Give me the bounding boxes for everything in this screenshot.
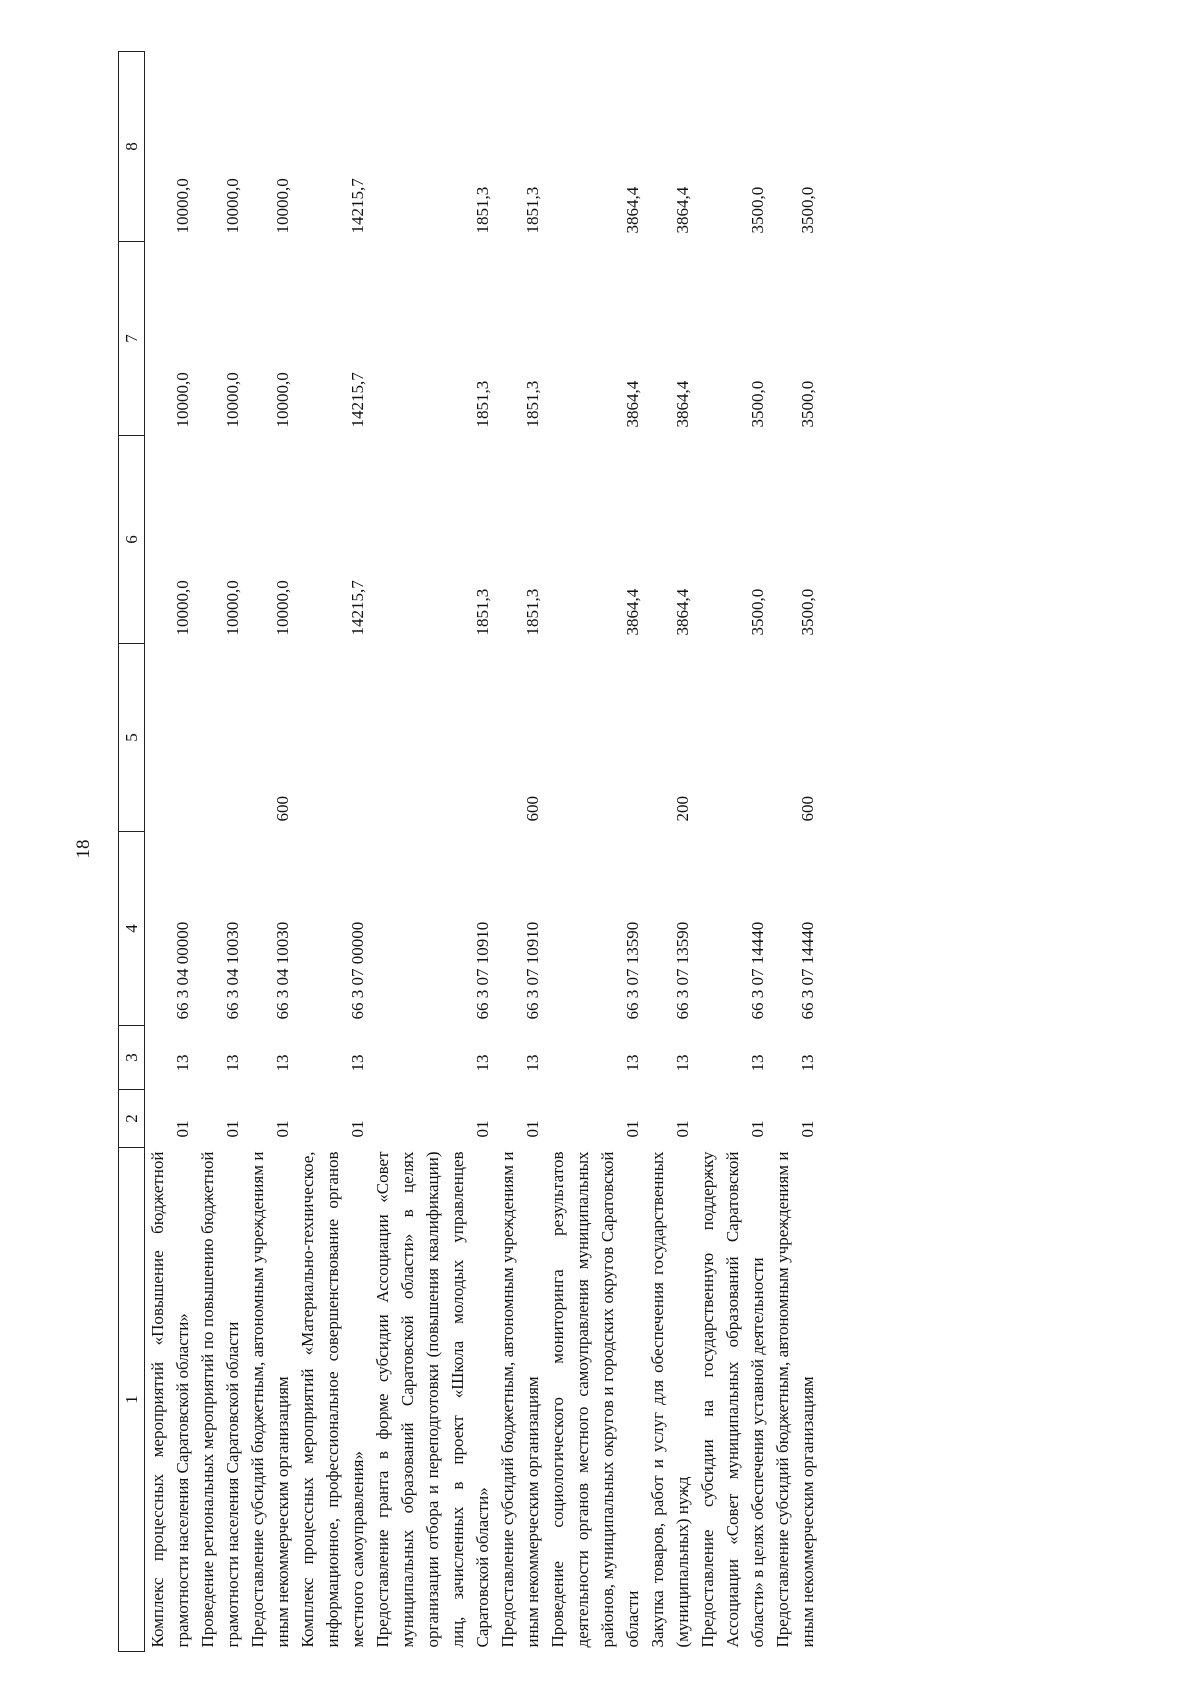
cell-section: 01 [523,1120,542,1138]
cell-section: 01 [748,1120,767,1138]
cell-expense-type: 600 [523,796,542,822]
cell-section: 01 [473,1120,492,1138]
table-row [645,52,695,1652]
cell-amount-2: 3500,0 [748,380,767,428]
cell-expense-type: 600 [798,796,817,822]
table-row [145,52,196,1652]
cell-expense-type [545,644,645,832]
row-name: Предоставление субсидий бюджетным, автономным учреждениям и иным некоммерческим организациям [773,1151,817,1648]
table-row [370,52,495,1652]
cell-amount-2: 1851,3 [523,380,542,428]
table-row [295,52,370,1652]
row-name: Проведение региональных мероприятий по повышению бюджетной грамотности населения Саратовской области [198,1151,242,1648]
cell-target-article: 66 3 07 10910 [523,921,542,1020]
budget-table [118,51,820,1652]
cell-amount-2: 10000,0 [223,372,242,428]
cell-subsection: 13 [348,1054,367,1072]
cell-section: 01 [623,1120,642,1138]
cell-amount-1: 10000,0 [273,580,292,636]
cell-expense-type: 200 [673,796,692,822]
cell-subsection: 13 [623,1054,642,1072]
cell-target-article: 66 3 07 00000 [348,921,367,1020]
cell-amount-1: 10000,0 [223,580,242,636]
table-row [545,52,645,1652]
cell-amount-1: 3864,4 [673,588,692,636]
cell-target-article: 66 3 07 14440 [748,921,767,1020]
cell-amount-2: 10000,0 [273,372,292,428]
cell-expense-type [195,644,245,832]
cell-subsection: 13 [673,1054,692,1072]
table-row [695,52,770,1652]
table-row [495,52,545,1652]
cell-amount-1: 1851,3 [473,588,492,636]
cell-amount-2: 14215,7 [348,372,367,428]
table-row [770,52,820,1652]
cell-amount-3: 3500,0 [748,186,767,234]
cell-amount-3: 10000,0 [173,178,192,234]
row-name: Комплекс процессных мероприятий «Повышение бюджетной грамотности населения Саратовской области» [148,1151,192,1648]
cell-amount-3: 10000,0 [223,178,242,234]
column-header: 1 [119,1148,145,1652]
cell-amount-1: 3500,0 [798,588,817,636]
cell-amount-3: 3864,4 [623,186,642,234]
cell-section: 01 [273,1120,292,1138]
cell-subsection: 13 [223,1054,242,1072]
cell-section: 01 [348,1120,367,1138]
cell-amount-3: 3500,0 [798,186,817,234]
cell-target-article: 66 3 04 10030 [273,921,292,1020]
row-name: Предоставление субсидии на государственную поддержку Ассоциации «Совет муниципальных образований Саратовской области» в целях обеспечения уставной деятельности [698,1151,767,1648]
cell-section: 01 [673,1120,692,1138]
cell-section: 01 [798,1120,817,1138]
cell-target-article: 66 3 07 13590 [623,921,642,1020]
cell-section: 01 [173,1120,192,1138]
row-name: Предоставление гранта в форме субсидии Ассоциации «Совет муниципальных образований Саратовской области» в целях организации отбора и переподготовки (повышения квалификации) лиц, зачисленных в проект «Школа молодых управленцев Саратовской области» [373,1151,492,1648]
cell-subsection: 13 [473,1054,492,1072]
cell-amount-3: 1851,3 [523,186,542,234]
table-row [245,52,295,1652]
table-body [145,52,821,1652]
cell-amount-2: 3500,0 [798,380,817,428]
row-name: Предоставление субсидий бюджетным, автономным учреждениям и иным некоммерческим организациям [498,1151,542,1648]
column-header: 3 [119,1026,145,1090]
cell-target-article: 66 3 07 10910 [473,921,492,1020]
cell-expense-type [295,644,370,832]
table-row [195,52,245,1652]
cell-amount-2: 3864,4 [673,380,692,428]
cell-target-article: 66 3 07 13590 [673,921,692,1020]
row-name: Закупка товаров, работ и услуг для обеспечения государственных (муниципальных) нужд [648,1151,692,1648]
row-name: Предоставление субсидий бюджетным, автономным учреждениям и иным некоммерческим организациям [248,1151,292,1648]
column-header: 5 [119,644,145,832]
cell-expense-type [695,644,770,832]
cell-amount-3: 1851,3 [473,186,492,234]
rotated-page-content [118,52,1110,1652]
row-name: Проведение социологического мониторинга результатов деятельности органов местного самоуправления муниципальных районов, муниципальных округов и городских округов Саратовской области [548,1151,642,1648]
cell-amount-2: 10000,0 [173,372,192,428]
header-row [119,52,145,1652]
cell-amount-3: 14215,7 [348,178,367,234]
page-number: 18 [73,839,94,859]
cell-amount-1: 10000,0 [173,580,192,636]
cell-amount-3: 10000,0 [273,178,292,234]
cell-amount-1: 14215,7 [348,580,367,636]
cell-target-article: 66 3 04 10030 [223,921,242,1020]
column-header: 4 [119,832,145,1026]
cell-amount-1: 1851,3 [523,588,542,636]
cell-target-article: 66 3 07 14440 [798,921,817,1020]
column-header: 8 [119,52,145,242]
cell-amount-3: 3864,4 [673,186,692,234]
cell-subsection: 13 [523,1054,542,1072]
column-header: 7 [119,242,145,436]
cell-amount-1: 3500,0 [748,588,767,636]
column-header: 2 [119,1090,145,1148]
cell-amount-2: 1851,3 [473,380,492,428]
column-header: 6 [119,436,145,644]
cell-section: 01 [223,1120,242,1138]
cell-expense-type [145,644,196,832]
cell-expense-type: 600 [273,796,292,822]
cell-subsection: 13 [798,1054,817,1072]
cell-subsection: 13 [273,1054,292,1072]
cell-subsection: 13 [173,1054,192,1072]
cell-amount-1: 3864,4 [623,588,642,636]
cell-subsection: 13 [748,1054,767,1072]
cell-amount-2: 3864,4 [623,380,642,428]
cell-expense-type [370,644,495,832]
cell-target-article: 66 3 04 00000 [173,921,192,1020]
row-name: Комплекс процессных мероприятий «Материально-техническое, информационное, профессиональное совершенствование органов местного самоуправления» [298,1151,367,1648]
